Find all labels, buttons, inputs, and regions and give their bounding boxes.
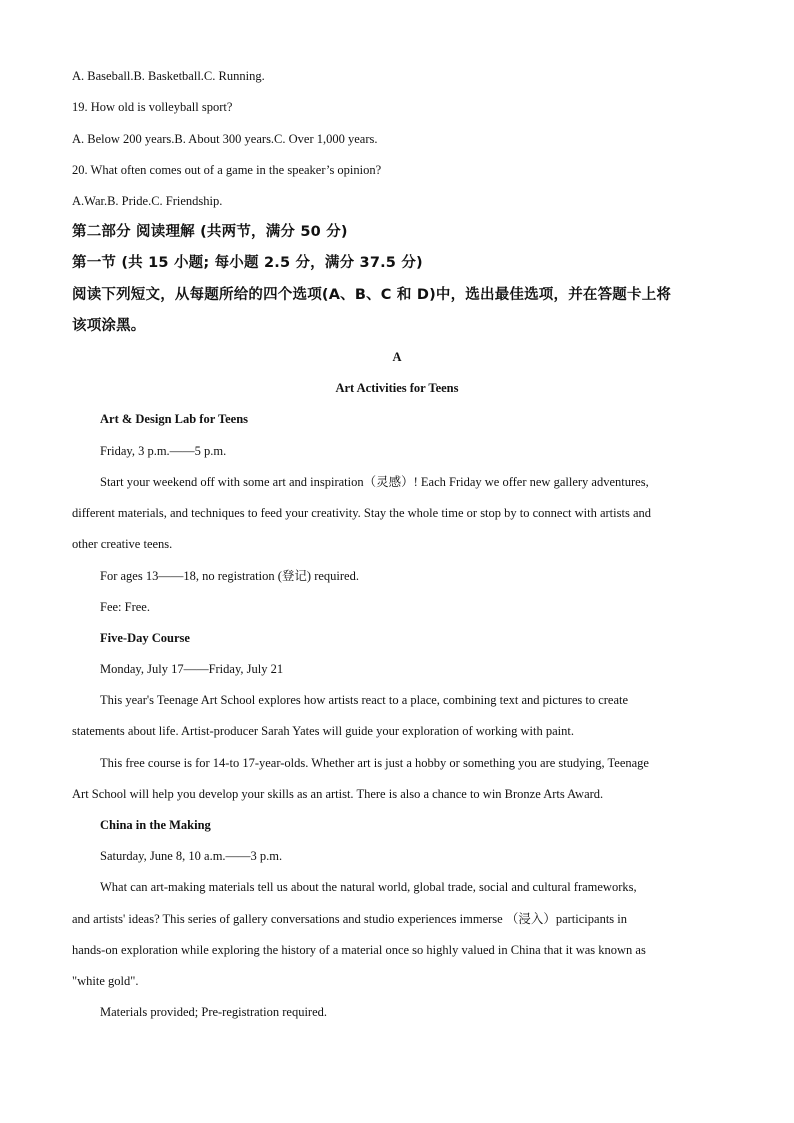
lab-desc-line-3: other creative teens. <box>72 537 173 551</box>
course-desc2-line-1: This free course is for 14-to 17-year-olds. Whether art is just a hobby or something you are studying, Teenage <box>100 756 649 770</box>
lab-heading: Art & Design Lab for Teens <box>100 412 249 426</box>
lab-desc-line-1: Start your weekend off with some art and inspiration（灵感）! Each Friday we offer new gallery adventures, <box>100 475 649 489</box>
course-desc1-line-2: statements about life. Artist-producer Sarah Yates will guide your exploration of working with paint. <box>72 724 574 738</box>
q20-question: 20. What often comes out of a game in the speaker’s opinion? <box>72 163 382 177</box>
instruction-line-1: 阅读下列短文，从每题所给的四个选项(A、B、C 和 D)中，选出最佳选项，并在答题卡上将 <box>72 287 672 303</box>
lab-ages: For ages 13——18, no registration (登记) required. <box>100 569 359 583</box>
lab-time: Friday, 3 p.m.——5 p.m. <box>100 444 227 458</box>
china-heading: China in the Making <box>100 818 211 832</box>
instruction-line-2: 该项涂黑。 <box>72 318 146 334</box>
china-time: Saturday, June 8, 10 a.m.——3 p.m. <box>100 849 283 863</box>
china-desc-line-3: hands-on exploration while exploring the history of a material once so highly valued in China that it was known as <box>72 943 646 957</box>
subsection-heading: 第一节 (共 15 小题; 每小题 2.5 分，满分 37.5 分) <box>72 255 423 271</box>
course-heading: Five-Day Course <box>100 631 190 645</box>
lab-fee: Fee: Free. <box>100 600 150 614</box>
q19-question: 19. How old is volleyball sport? <box>72 100 233 114</box>
q18-options: A. Baseball.B. Basketball.C. Running. <box>72 69 265 83</box>
passage-letter: A <box>392 350 402 364</box>
course-desc1-line-1: This year's Teenage Art School explores how artists react to a place, combining text and pictures to create <box>100 693 629 707</box>
passage-title: Art Activities for Teens <box>335 381 459 395</box>
lab-desc-line-2: different materials, and techniques to feed your creativity. Stay the whole time or stop by to connect with artists and <box>72 506 652 520</box>
china-desc-line-4: "white gold". <box>72 974 139 988</box>
q20-options: A.War.B. Pride.C. Friendship. <box>72 194 223 208</box>
china-desc-line-2: and artists' ideas? This series of gallery conversations and studio experiences immerse （浸入）participants in <box>72 912 627 926</box>
course-time: Monday, July 17——Friday, July 21 <box>100 662 284 676</box>
q19-options: A. Below 200 years.B. About 300 years.C. Over 1,000 years. <box>72 132 378 146</box>
china-desc-line-1: What can art-making materials tell us about the natural world, global trade, social and cultural frameworks, <box>100 880 637 894</box>
part-heading: 第二部分 阅读理解 (共两节，满分 50 分) <box>72 224 348 240</box>
china-materials: Materials provided; Pre-registration required. <box>100 1005 328 1019</box>
course-desc2-line-2: Art School will help you develop your skills as an artist. There is also a chance to win Bronze Arts Award. <box>72 787 604 801</box>
